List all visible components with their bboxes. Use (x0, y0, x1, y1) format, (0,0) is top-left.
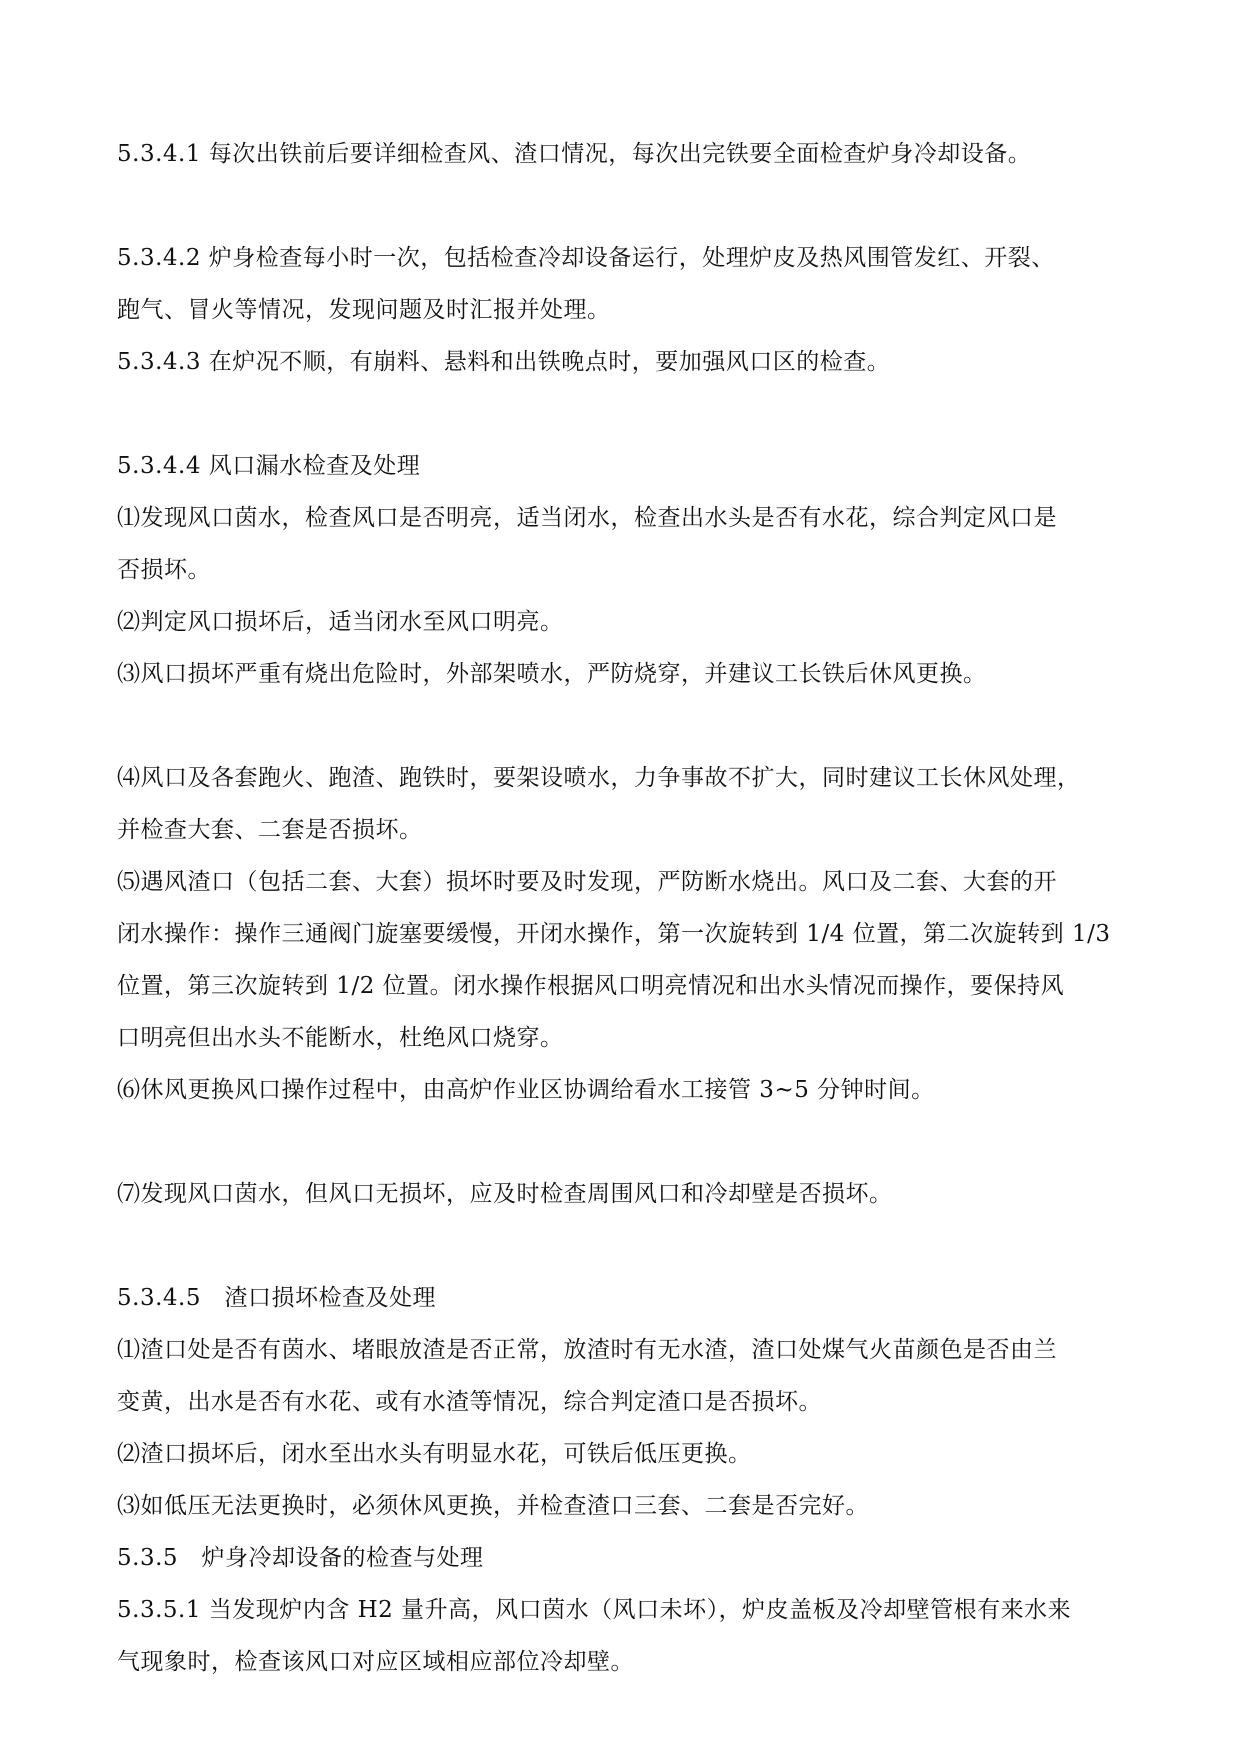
text-line: 并检查大套、二套是否损坏。 (117, 817, 423, 843)
text-line: ⑶如低压无法更换时，必须休风更换，并检查渣口三套、二套是否完好。 (117, 1493, 869, 1519)
text-line: 跑气、冒火等情况，发现问题及时汇报并处理。 (117, 297, 611, 323)
text-line: 闭水操作：操作三通阀门旋塞要缓慢，开闭水操作，第一次旋转到 1/4 位置，第二次旋转到 1/3 (117, 921, 1111, 947)
text-line: ⑵渣口损坏后，闭水至出水头有明显水花，可铁后低压更换。 (117, 1441, 752, 1467)
text-line: 口明亮但出水头不能断水，杜绝风口烧穿。 (117, 1025, 564, 1051)
text-line: ⑷风口及各套跑火、跑渣、跑铁时，要架设喷水，力争事故不扩大，同时建议工长休风处理， (117, 765, 1081, 791)
text-line: 位置，第三次旋转到 1/2 位置。闭水操作根据风口明亮情况和出水头情况而操作，要保持风 (117, 973, 1065, 999)
text-line: 5.3.4.4 风口漏水检查及处理 (117, 453, 421, 479)
blank-line (117, 1116, 1127, 1168)
text-line: 5.3.5 炉身冷却设备的检查与处理 (117, 1545, 484, 1571)
text-line: ⑸遇风渣口（包括二套、大套）损坏时要及时发现，严防断水烧出。风口及二套、大套的开 (117, 869, 1057, 895)
blank-line (117, 700, 1127, 752)
text-line: 5.3.4.2 炉身检查每小时一次，包括检查冷却设备运行，处理炉皮及热风围管发红、开裂、 (117, 245, 1055, 271)
text-line: 5.3.5.1 当发现炉内含 H2 量升高，风口茵水（风口未坏），炉皮盖板及冷却壁管根有来水来 (117, 1597, 1072, 1623)
text-line: 5.3.4.5 渣口损坏检查及处理 (117, 1285, 436, 1311)
text-line: 变黄，出水是否有水花、或有水渣等情况，综合判定渣口是否损坏。 (117, 1389, 822, 1415)
text-line: ⑹休风更换风口操作过程中，由高炉作业区协调给看水工接管 3~5 分钟时间。 (117, 1077, 935, 1103)
text-line: ⑶风口损坏严重有烧出危险时，外部架喷水，严防烧穿，并建议工长铁后休风更换。 (117, 661, 987, 687)
text-line: ⑴渣口处是否有茵水、堵眼放渣是否正常，放渣时有无水渣，渣口处煤气火苗颜色是否由兰 (117, 1337, 1057, 1363)
text-line: ⑺发现风口茵水，但风口无损坏，应及时检查周围风口和冷却壁是否损坏。 (117, 1181, 893, 1207)
text-line: ⑵判定风口损坏后，适当闭水至风口明亮。 (117, 609, 564, 635)
blank-line (117, 180, 1127, 232)
text-line: 5.3.4.1 每次出铁前后要详细检查风、渣口情况，每次出完铁要全面检查炉身冷却设备。 (117, 141, 1032, 167)
text-line: 气现象时，检查该风口对应区域相应部位冷却壁。 (117, 1649, 634, 1675)
blank-line (117, 1220, 1127, 1272)
blank-line (117, 388, 1127, 440)
document-body (117, 128, 1127, 1688)
text-line: 5.3.4.3 在炉况不顺，有崩料、悬料和出铁晚点时，要加强风口区的检查。 (117, 349, 891, 375)
text-line: ⑴发现风口茵水，检查风口是否明亮，适当闭水，检查出水头是否有水花，综合判定风口是 (117, 505, 1057, 531)
text-line: 否损坏。 (117, 557, 211, 583)
